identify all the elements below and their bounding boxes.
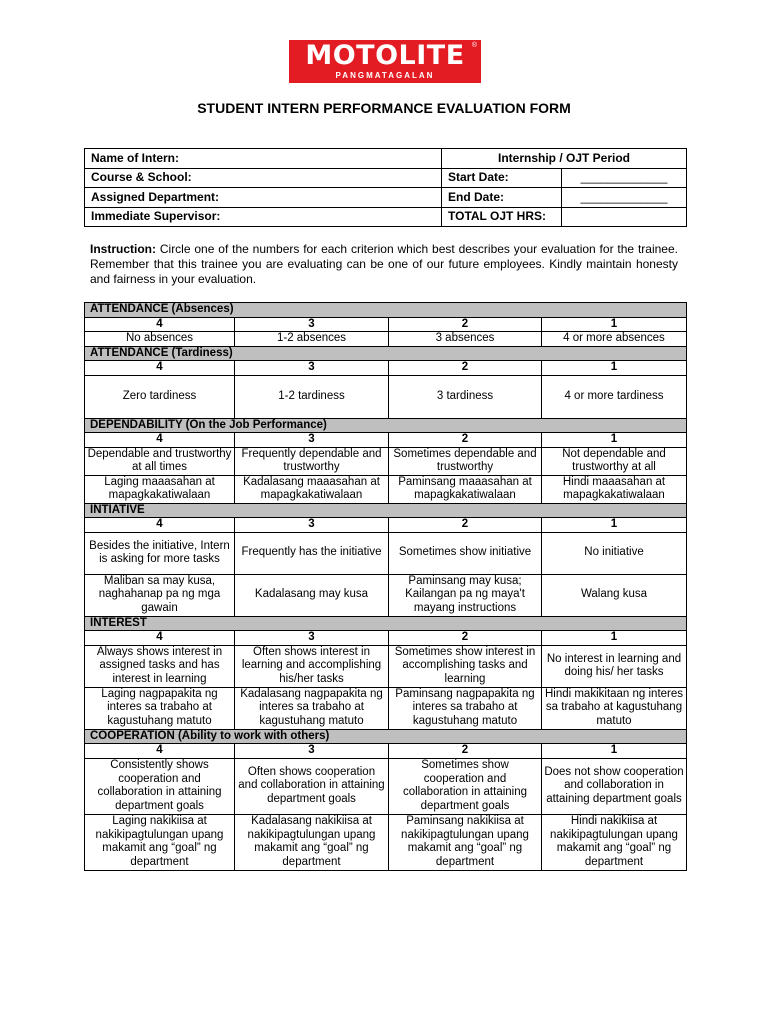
score-2[interactable]: 2: [389, 744, 542, 759]
score-2[interactable]: 2: [389, 433, 542, 448]
score-2[interactable]: 2: [389, 631, 542, 646]
criterion-cell: Sometimes show initiative: [389, 532, 542, 574]
start-date-label: Start Date:: [442, 168, 562, 188]
instruction-label: Instruction:: [90, 242, 156, 256]
internship-period-label: Internship / OJT Period: [442, 149, 687, 169]
score-4[interactable]: 4: [85, 631, 235, 646]
score-3[interactable]: 3: [235, 317, 389, 332]
total-ojt-hrs-field[interactable]: [562, 207, 687, 227]
criterion-cell: 4 or more tardiness: [542, 375, 687, 418]
criterion-cell-filipino: Hindi makikitaan ng interes sa trabaho at kagustuhang matuto: [542, 687, 687, 729]
criterion-cell: Often shows cooperation and collaboration in attaining department goals: [235, 758, 389, 814]
criterion-cell-filipino: Laging nagpapakita ng interes sa trabaho at kagustuhang matuto: [85, 687, 235, 729]
score-1[interactable]: 1: [542, 317, 687, 332]
score-1[interactable]: 1: [542, 744, 687, 759]
criterion-cell: Always shows interest in assigned tasks and has interest in learning: [85, 645, 235, 687]
score-4[interactable]: 4: [85, 433, 235, 448]
registered-mark: ®: [471, 42, 477, 49]
score-4[interactable]: 4: [85, 317, 235, 332]
end-date-label: End Date:: [442, 188, 562, 208]
criterion-cell: No interest in learning and doing his/ her tasks: [542, 645, 687, 687]
instruction-text: [90, 242, 678, 287]
score-1[interactable]: 1: [542, 518, 687, 533]
score-3[interactable]: 3: [235, 518, 389, 533]
criterion-cell: Consistently shows cooperation and collaboration in attaining department goals: [85, 758, 235, 814]
criterion-cell-filipino: Hindi maaasahan at mapagkakatiwalaan: [542, 475, 687, 503]
immediate-supervisor-label: Immediate Supervisor:: [85, 207, 442, 227]
score-3[interactable]: 3: [235, 631, 389, 646]
criterion-cell-filipino: Kadalasang nakikiisa at nakikipagtulungan upang makamit ang “goal” ng department: [235, 814, 389, 870]
criterion-cell: No initiative: [542, 532, 687, 574]
section-title-tardiness: ATTENDANCE (Tardiness): [85, 346, 687, 361]
start-date-field[interactable]: _____________: [562, 168, 687, 188]
criterion-cell-filipino: Laging maaasahan at mapagkakatiwalaan: [85, 475, 235, 503]
criterion-cell-filipino: Paminsang maaasahan at mapagkakatiwalaan: [389, 475, 542, 503]
criterion-cell: Often shows interest in learning and accomplishing his/her tasks: [235, 645, 389, 687]
score-4[interactable]: 4: [85, 744, 235, 759]
criterion-cell-filipino: Maliban sa may kusa, naghahanap pa ng mga gawain: [85, 574, 235, 616]
criterion-cell: 3 absences: [389, 332, 542, 347]
section-title-dependability: DEPENDABILITY (On the Job Performance): [85, 418, 687, 433]
section-title-absences: ATTENDANCE (Absences): [85, 303, 687, 318]
intern-info-table: [84, 148, 687, 227]
criterion-cell: Sometimes dependable and trustworthy: [389, 447, 542, 475]
criterion-cell-filipino: Hindi nakikiisa at nakikipagtulungan upang makamit ang “goal” ng department: [542, 814, 687, 870]
criterion-cell: Frequently has the initiative: [235, 532, 389, 574]
score-1[interactable]: 1: [542, 433, 687, 448]
end-date-field[interactable]: _____________: [562, 188, 687, 208]
criterion-cell: Not dependable and trustworthy at all: [542, 447, 687, 475]
logo-tagline: PANGMATAGALAN: [335, 71, 435, 80]
score-3[interactable]: 3: [235, 361, 389, 376]
evaluation-table: [84, 302, 687, 871]
score-3[interactable]: 3: [235, 744, 389, 759]
criterion-cell-filipino: Kadalasang maaasahan at mapagkakatiwalaan: [235, 475, 389, 503]
total-ojt-hrs-label: TOTAL OJT HRS:: [442, 207, 562, 227]
criterion-cell: Zero tardiness: [85, 375, 235, 418]
criterion-cell: Besides the initiative, Intern is asking for more tasks: [85, 532, 235, 574]
criterion-cell-filipino: Kadalasang nagpapakita ng interes sa trabaho at kagustuhang matuto: [235, 687, 389, 729]
score-2[interactable]: 2: [389, 518, 542, 533]
score-2[interactable]: 2: [389, 361, 542, 376]
instruction-body: Circle one of the numbers for each criterion which best describes your evaluation for the trainee. Remember that this trainee you are evaluating can be one of our future employees. Kindly maintain honesty and fairness in your evaluation.: [90, 242, 678, 286]
motolite-logo: [289, 40, 481, 83]
name-of-intern-label: Name of Intern:: [85, 149, 442, 169]
section-title-initiative: INTIATIVE: [85, 503, 687, 518]
section-title-interest: INTEREST: [85, 616, 687, 631]
score-4[interactable]: 4: [85, 361, 235, 376]
criterion-cell: Dependable and trustworthy at all times: [85, 447, 235, 475]
criterion-cell-filipino: Paminsang nakikiisa at nakikipagtulungan upang makamit ang “goal” ng department: [389, 814, 542, 870]
criterion-cell-filipino: Paminsang may kusa; Kailangan pa ng maya't mayang instructions: [389, 574, 542, 616]
score-3[interactable]: 3: [235, 433, 389, 448]
criterion-cell: Does not show cooperation and collaboration in attaining department goals: [542, 758, 687, 814]
criterion-cell-filipino: Laging nakikiisa at nakikipagtulungan upang makamit ang “goal” ng department: [85, 814, 235, 870]
criterion-cell-filipino: Walang kusa: [542, 574, 687, 616]
course-school-label: Course & School:: [85, 168, 442, 188]
score-1[interactable]: 1: [542, 631, 687, 646]
form-title: STUDENT INTERN PERFORMANCE EVALUATION FORM: [197, 100, 571, 116]
criterion-cell: 1-2 absences: [235, 332, 389, 347]
section-title-cooperation: COOPERATION (Ability to work with others): [85, 729, 687, 744]
criterion-cell: Sometimes show interest in accomplishing tasks and learning: [389, 645, 542, 687]
score-4[interactable]: 4: [85, 518, 235, 533]
score-1[interactable]: 1: [542, 361, 687, 376]
score-2[interactable]: 2: [389, 317, 542, 332]
criterion-cell: Frequently dependable and trustworthy: [235, 447, 389, 475]
logo-wordmark: MOTOLITE: [305, 40, 465, 71]
assigned-department-label: Assigned Department:: [85, 188, 442, 208]
criterion-cell: 3 tardiness: [389, 375, 542, 418]
criterion-cell: 4 or more absences: [542, 332, 687, 347]
criterion-cell-filipino: Paminsang nagpapakita ng interes sa trabaho at kagustuhang matuto: [389, 687, 542, 729]
criterion-cell: No absences: [85, 332, 235, 347]
criterion-cell: Sometimes show cooperation and collaboration in attaining department goals: [389, 758, 542, 814]
criterion-cell-filipino: Kadalasang may kusa: [235, 574, 389, 616]
criterion-cell: 1-2 tardiness: [235, 375, 389, 418]
